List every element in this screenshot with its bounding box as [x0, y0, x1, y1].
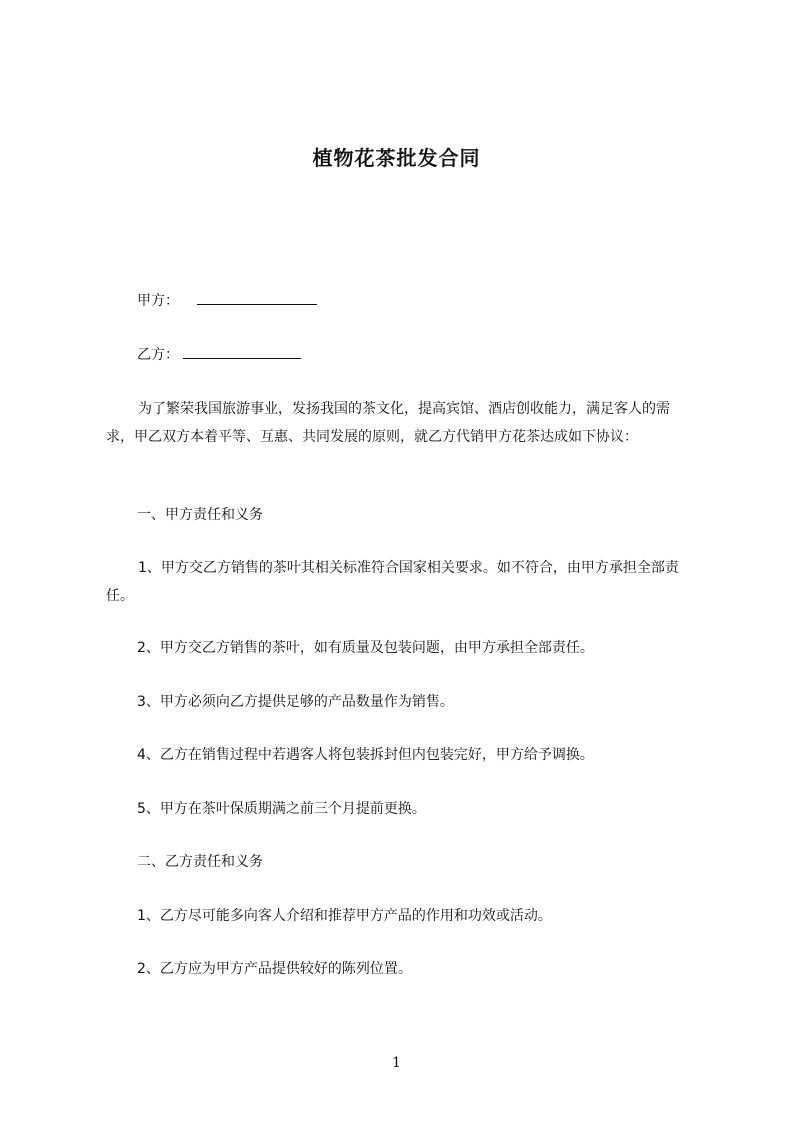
section2-item-1: 1、乙方尽可能多向客人介绍和推荐甲方产品的作用和功效或活动。 — [137, 908, 552, 924]
section1-item-2: 2、甲方交乙方销售的茶叶，如有质量及包装问题，由甲方承担全部责任。 — [137, 640, 594, 656]
section1-item-5: 5、甲方在茶叶保质期满之前三个月提前更换。 — [137, 801, 426, 817]
document-title: 植物花茶批发合同 — [312, 146, 481, 170]
party-a-label: 甲方： — [137, 293, 179, 309]
section2-item-2: 2、乙方应为甲方产品提供较好的陈列位置。 — [137, 961, 412, 977]
section1-item-3: 3、甲方必须向乙方提供足够的产品数量作为销售。 — [137, 694, 454, 710]
section1-item-1: 1、甲方交乙方销售的茶叶其相关标准符合国家相关要求。如不符合，由甲方承担全部责任。 — [106, 560, 679, 604]
page-number: 1 — [392, 1055, 401, 1071]
party-b-line — [137, 340, 301, 369]
intro-paragraph: 为了繁荣我国旅游事业，发扬我国的茶文化，提高宾馆、酒店创收能力，满足客人的需求，甲乙双方本着平等、互惠、共同发展的原则，就乙方代销甲方花茶达成如下协议： — [106, 401, 670, 445]
section1-heading: 一、甲方责任和义务 — [137, 507, 263, 523]
party-a-line — [137, 286, 317, 315]
section1-item-4: 4、乙方在销售过程中若遇客人将包装拆封但内包装完好，甲方给予调换。 — [137, 747, 594, 763]
party-a-blank — [197, 286, 317, 305]
party-b-label: 乙方： — [137, 347, 179, 363]
party-b-blank — [183, 340, 301, 359]
section2-heading: 二、乙方责任和义务 — [137, 854, 263, 870]
